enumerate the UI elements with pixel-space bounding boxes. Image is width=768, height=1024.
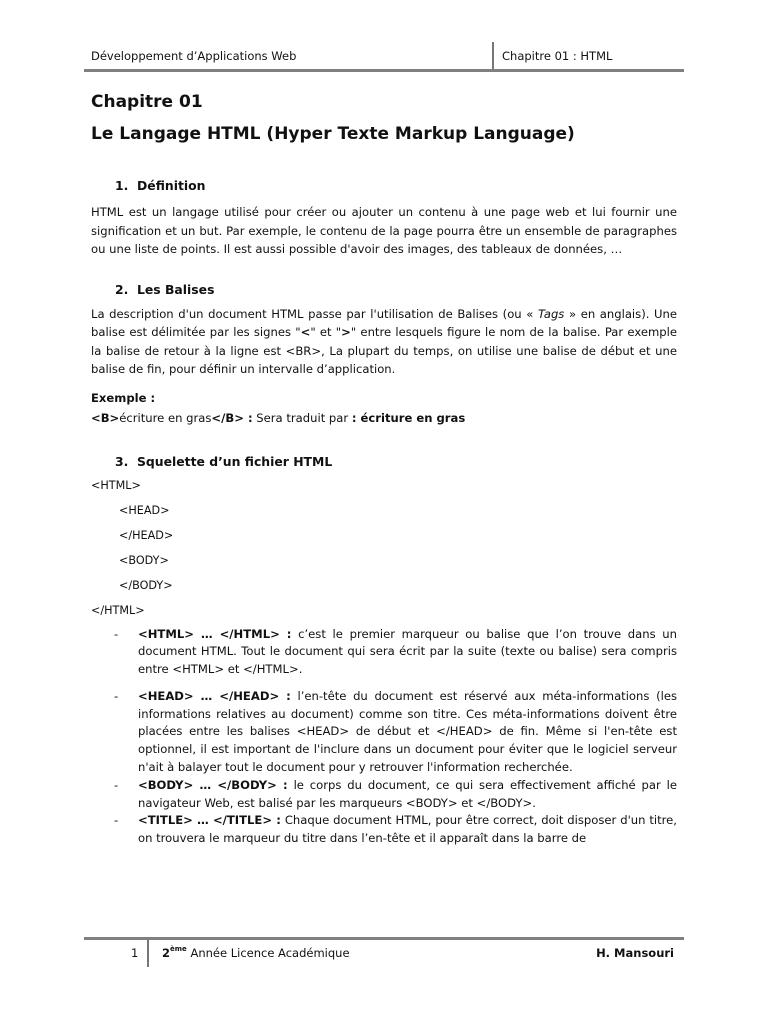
code-line: <HEAD> — [119, 503, 170, 517]
page-content — [91, 88, 677, 848]
list-item — [91, 626, 677, 679]
footer-divider — [147, 940, 149, 967]
section-title: Définition — [137, 178, 206, 193]
list-item-tag: <HEAD> … </HEAD> : — [138, 688, 291, 703]
footer-year-text: Année Licence Académique — [186, 946, 350, 960]
section-number: 3. — [115, 453, 129, 469]
paragraph-text: " entre lesquels figure le nom de la balise. Par exemple la balise de retour à la ligne est <BR>, La plupart du temps, on utilise une balise de début et une balise de fin, pour définir un intervalle d’application. — [91, 325, 677, 376]
paragraph-text: " et " — [310, 325, 342, 339]
example-mid-text: Sera traduit par — [252, 410, 352, 425]
header-divider — [492, 42, 494, 70]
paragraph-text: La description d'un document HTML passe par l'utilisation de Balises (ou « — [91, 306, 538, 321]
example-open-tag: <B> — [91, 410, 120, 425]
example-close-tag: </B> : — [211, 410, 253, 425]
balises-paragraph — [91, 305, 677, 379]
list-item — [91, 812, 677, 848]
header-rule — [84, 69, 684, 72]
code-line: </HEAD> — [119, 528, 174, 542]
list-item — [91, 688, 677, 777]
running-header — [84, 42, 684, 70]
section-title: Les Balises — [137, 281, 215, 297]
list-item-text: l’en-tête du document est réservé aux méta-informations (les informations relatives au document) comme son titre. Ces méta-informations doivent être placées entre les balises <HEAD> de début et </HEAD> de fin. Même si l'en-tête est optionnel, il est important de l'inclure dans un document pour éviter que le logiciel serveur n'ait à balayer tout le document pour y retrouver l'information recherchée. — [138, 688, 677, 775]
footer-year-number: 2 — [162, 946, 171, 960]
chapter-number-title: Chapitre 01 — [91, 92, 203, 112]
footer-year-suffix: ème — [170, 945, 187, 954]
example-text: écriture en gras — [119, 410, 212, 425]
list-item-text: Chaque document HTML, pour être correct, doit disposer d'un titre, on trouvera le marqueur du titre dans l’en-tête et il apparaît dans la barre de — [138, 813, 677, 846]
example-line — [91, 409, 677, 427]
paragraph-bold: < — [300, 325, 311, 339]
header-chapter-label: Chapitre 01 : HTML — [502, 49, 613, 63]
list-item-tag: <TITLE> … </TITLE> : — [138, 813, 281, 828]
definition-paragraph: HTML est un langage utilisé pour créer ou ajouter un contenu à une page web et lui fournir une signification et un but. Par exemple, le contenu de la page pourra être un ensemble de paragraphes ou une liste de points. Il est aussi possible d'avoir des images, des tableaux de données, … — [91, 205, 677, 256]
list-item-text: le corps du document, ce qui sera effectivement affiché par le navigateur Web, est balisé par les marqueurs <BODY> et </BODY>. — [138, 777, 677, 810]
code-line: <BODY> — [119, 553, 169, 567]
chapter-title: Le Langage HTML (Hyper Texte Markup Language) — [91, 124, 575, 144]
list-dash: - — [114, 777, 119, 792]
list-item — [91, 777, 677, 813]
example-label: Exemple : — [91, 390, 156, 405]
list-dash: - — [114, 688, 119, 703]
section-definition-heading — [91, 178, 677, 193]
paragraph-text: » en anglais). Une balise est délimitée par les signes " — [91, 306, 677, 339]
list-item-tag: <HTML> … </HTML> : — [138, 626, 292, 641]
paragraph-italic: Tags — [537, 306, 565, 321]
section-balises-heading — [91, 282, 677, 297]
section-title: Squelette d’un fichier HTML — [137, 453, 333, 469]
running-footer — [84, 937, 684, 967]
code-line: </BODY> — [119, 578, 173, 592]
page-number: 1 — [131, 946, 139, 960]
section-number: 1. — [115, 178, 129, 193]
list-item-tag: <BODY> … </BODY> : — [138, 777, 288, 792]
section-squelette-heading — [91, 454, 677, 469]
paragraph-bold: > — [341, 325, 351, 339]
code-line: <HTML> — [91, 478, 141, 492]
list-dash: - — [114, 626, 119, 641]
example-result: : écriture en gras — [351, 410, 466, 425]
list-dash: - — [114, 813, 119, 828]
header-course-title: Développement d’Applications Web — [91, 49, 297, 63]
section-number: 2. — [115, 281, 129, 297]
code-line: </HTML> — [91, 603, 145, 617]
tag-description-list — [91, 626, 677, 849]
list-item-text: c’est le premier marqueur ou balise que l’on trouve dans un document HTML. Tout le document qui sera écrit par la suite (texte ou balise) sera compris entre <HTML> et </HTML>. — [138, 626, 677, 677]
html-skeleton-code — [91, 473, 677, 623]
footer-year-label — [162, 946, 350, 960]
footer-author: H. Mansouri — [596, 946, 674, 960]
footer-rule — [84, 937, 684, 940]
